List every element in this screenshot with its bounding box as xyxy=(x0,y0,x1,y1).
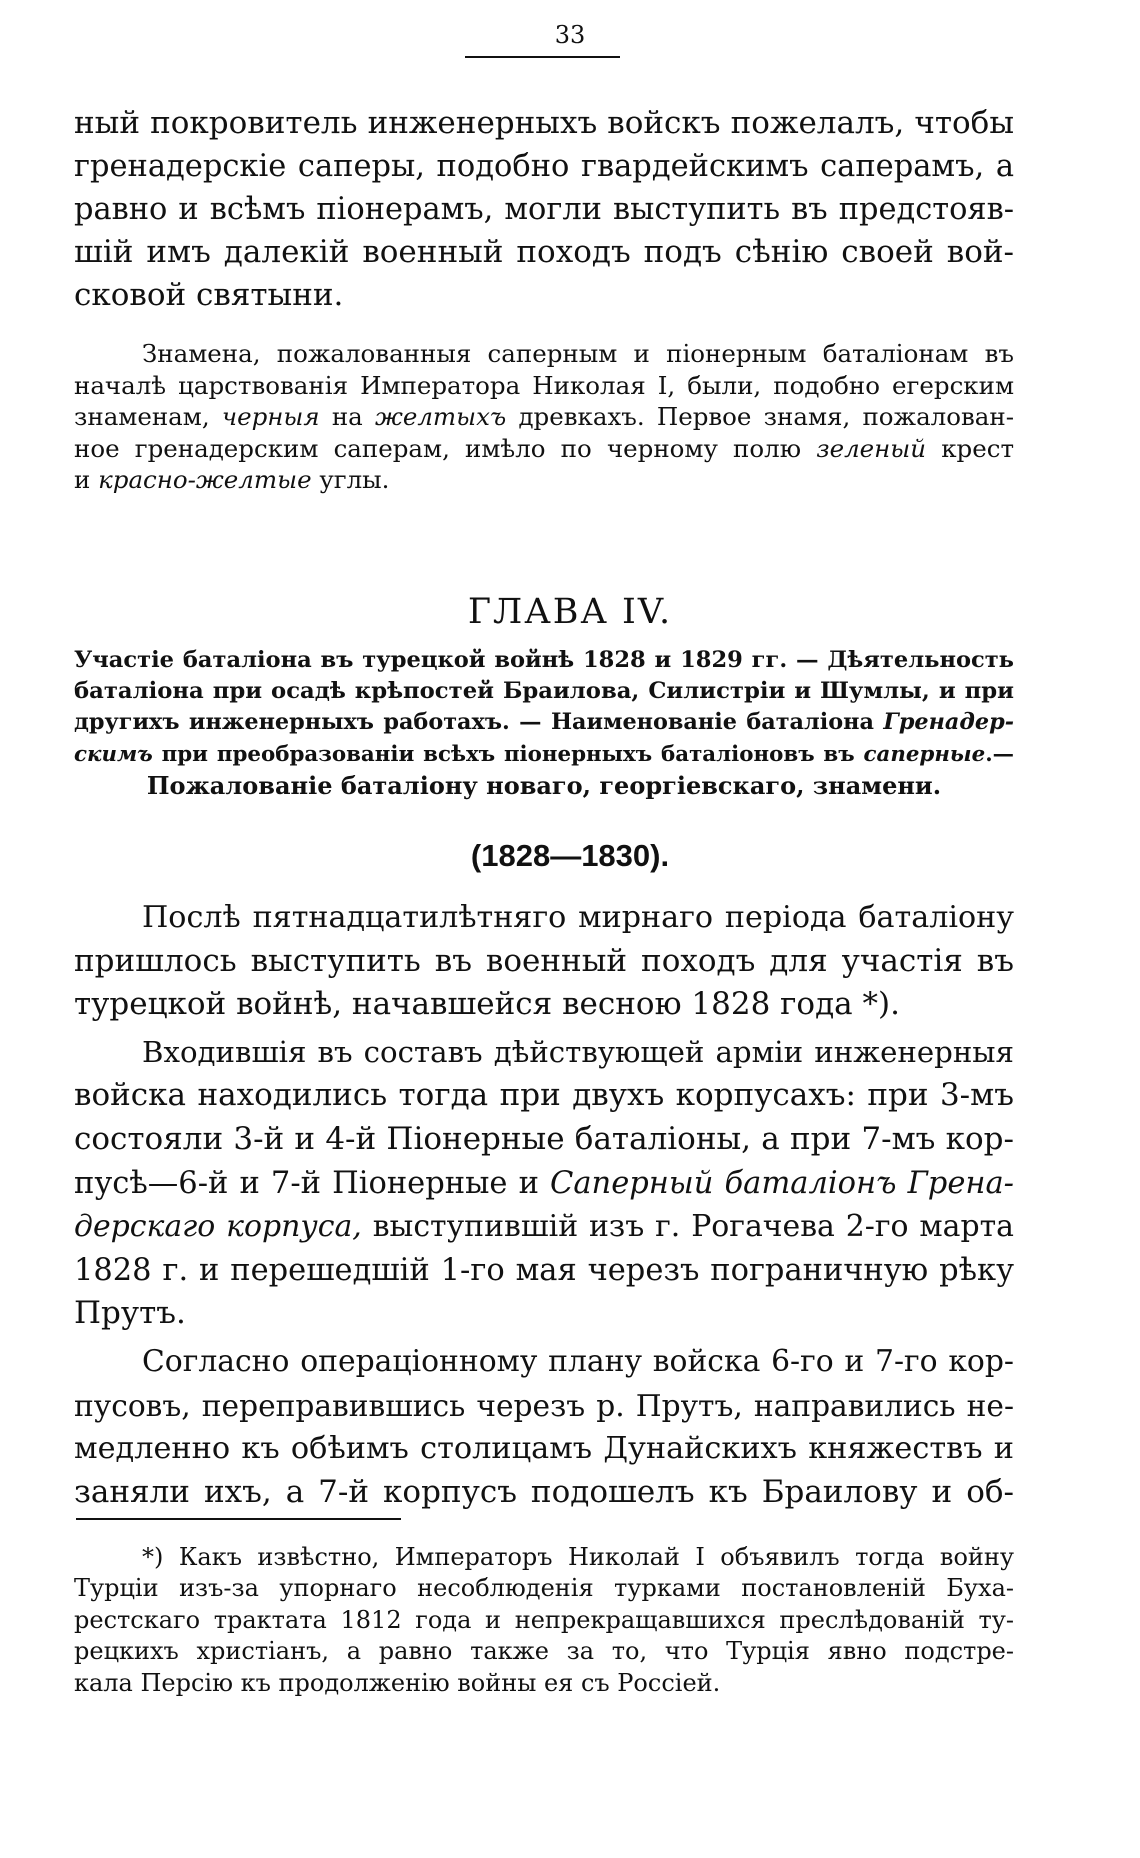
text-line: Знамена, пожалованныя саперным и піонерным баталіонам въ xyxy=(142,339,1014,368)
text-line: рестскаго трактата 1812 года и непрекращавшихся преслѣдованій ту- xyxy=(74,1605,1014,1634)
text-line: ное гренадерским саперам, имѣло по черному полю зеленый крест xyxy=(74,433,1014,463)
text-line: сковой святыни. xyxy=(74,277,344,313)
text-line: Входившія въ составъ дѣйствующей арміи инженерныя xyxy=(142,1034,1014,1069)
text-line: Согласно операціонному плану войска 6-го и 7-го кор- xyxy=(142,1343,1014,1379)
text-line: турецкой войнѣ, начавшейся весною 1828 года *). xyxy=(74,986,900,1023)
text-line: шій имъ далекій военный походъ подъ сѣнію своей вой- xyxy=(74,234,1014,270)
text-line: рецкихъ христіанъ, а равно также за то, что Турція явно подстре- xyxy=(74,1637,1014,1666)
footnote-rule xyxy=(76,1518,401,1520)
text-line: войска находились тогда при двухъ корпусахъ: при 3-мъ xyxy=(74,1077,1014,1114)
text-line: скимъ при преобразованіи всѣхъ піонерныхъ баталіоновъ въ саперные.— xyxy=(74,741,1014,767)
text-line: дерскаго корпуса, выступившій изъ г. Рогачева 2-го марта xyxy=(74,1209,1014,1245)
text-line: гренадерскіе саперы, подобно гвардейскимъ саперамъ, а xyxy=(74,149,1014,184)
text-line: Послѣ пятнадцатилѣтняго мирнаго періода баталіону xyxy=(142,900,1014,935)
text-line: 1828 г. и перешедшій 1-го мая черезъ пограничную рѣку xyxy=(74,1252,1014,1288)
text-line: началѣ царствованія Императора Николая I, были, подобно егерским xyxy=(74,370,1014,400)
italic-text: зеленый xyxy=(816,433,927,463)
text-line: знаменам, черныя на желтыхъ древкахъ. Первое знамя, пожалован- xyxy=(74,402,1014,431)
italic-text: желтыхъ xyxy=(374,402,507,431)
text-line: пришлось выступить въ военный походъ для участія въ xyxy=(74,942,1014,979)
page-number: 33 xyxy=(554,21,586,49)
text-line: кала Персію къ продолженію войны ея съ Россіей. xyxy=(74,1668,721,1697)
italic-text: дерскаго корпуса, xyxy=(74,1209,362,1245)
italic-text: скимъ xyxy=(74,741,153,767)
intro-paragraph xyxy=(74,102,1014,317)
italic-text: черныя xyxy=(221,402,320,431)
text-line: Участіе баталіона въ турецкой войнѣ 1828 и 1829 гг. — Дѣятельность xyxy=(74,647,1014,673)
text-line: пусѣ—6-й и 7-й Піонерные и Саперный баталіонъ Грена- xyxy=(74,1165,1014,1201)
italic-text: Гренадер- xyxy=(883,709,1014,736)
text-line: состояли 3-й и 4-й Піонерные баталіоны, а при 7-мъ кор- xyxy=(74,1120,1014,1157)
footnote xyxy=(74,1542,1014,1699)
text-line: Прутъ. xyxy=(74,1295,186,1332)
chapter-title: ГЛАВА IV. xyxy=(467,592,673,632)
text-line: пусовъ, переправившись черезъ р. Прутъ, направились не- xyxy=(74,1387,1014,1423)
page-number-rule xyxy=(465,56,620,58)
chapter-summary xyxy=(74,645,1014,801)
italic-text: Саперный баталіонъ Грена- xyxy=(550,1165,1014,1201)
text-line: заняли ихъ, а 7-й корпусъ подошелъ къ Браилову и об- xyxy=(74,1473,1014,1510)
text-line: медленно къ обѣимъ столицамъ Дунайскихъ княжествъ и xyxy=(74,1431,1014,1467)
text-line: и красно-желтые углы. xyxy=(74,465,390,494)
small-print-note xyxy=(74,338,1014,496)
text-line: Пожалованіе баталіону новаго, георгіевскаго, знамени. xyxy=(146,770,942,800)
text-line: равно и всѣмъ піонерамъ, могли выступить въ предстояв- xyxy=(74,192,1014,227)
italic-text: красно-желтые xyxy=(98,465,312,494)
text-line: Турціи изъ-за упорнаго несоблюденія турками постановленій Буха- xyxy=(74,1574,1014,1603)
italic-text: саперные xyxy=(863,741,986,767)
main-text xyxy=(74,896,1014,1514)
text-line: другихъ инженерныхъ работахъ. — Наименованіе баталіона Гренадер- xyxy=(74,709,1014,736)
chapter-years: (1828—1830). xyxy=(470,838,670,873)
text-line: ный покровитель инженерныхъ войскъ пожелалъ, чтобы xyxy=(74,105,1014,141)
text-line: баталіона при осадѣ крѣпостей Браилова, Силистріи и Шумлы, и при xyxy=(74,678,1014,705)
text-line: *) Какъ извѣстно, Императоръ Николай I объявилъ тогда войну xyxy=(142,1543,1014,1571)
